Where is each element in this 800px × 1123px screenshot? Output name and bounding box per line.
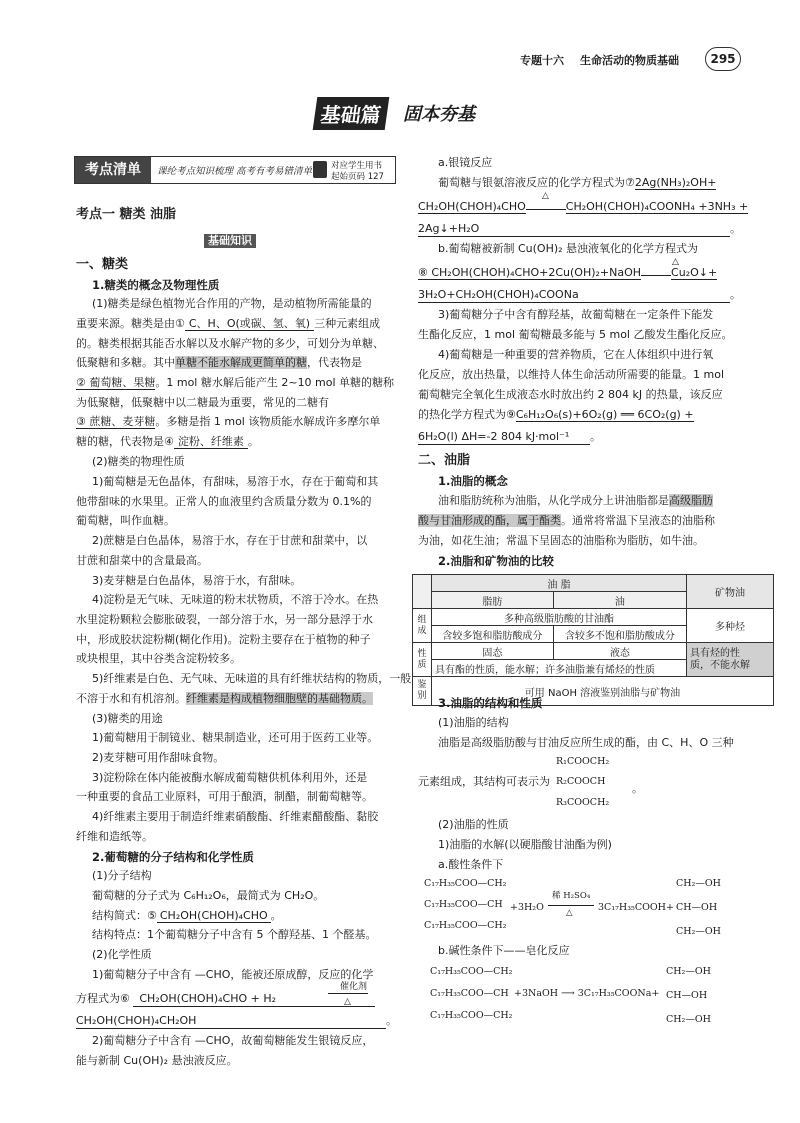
table-text: 具有烃的性 (690, 647, 740, 659)
text: (3)糖类的用途 (92, 712, 163, 725)
text: 葡萄糖的分子式为 C₆H₁₂O₆，最简式为 CH₂O。 (92, 889, 325, 902)
text (76, 317, 380, 331)
table-cell (413, 575, 432, 609)
text: a.银镜反应 (438, 156, 493, 169)
text (418, 514, 715, 528)
text: (1)糖类是绿色植物光合作用的产物，是动植物所需能量的 (92, 297, 372, 310)
answer-fill: CH₂OH(CHOH)₄CHO (418, 200, 526, 213)
text: a.酸性条件下 (438, 858, 504, 871)
text-part: 糖的糖，代表物是④ (76, 435, 174, 448)
answer-fill: Cu₂O↓+ (671, 266, 718, 279)
text: 1)葡萄糖分子中含有 —CHO，能被还原成醇，反应的化学 (92, 968, 374, 981)
table-cell: 鉴别 (413, 677, 432, 706)
text: 4)葡萄糖是一种重要的营养物质，它在人体组织中进行氧 (438, 348, 714, 361)
glycerol-line: CH₂—OH (666, 966, 711, 977)
ester-line: C₁₇H₃₅COO—CH₂ (424, 920, 507, 931)
reaction-heat: △ (542, 191, 549, 201)
text: 5)纤维素是白色、无气味、无味道的具有纤维状结构的物质，一般 (92, 672, 412, 685)
answer-fill: 淀粉、纤维素 (174, 435, 248, 449)
reaction-condition: 稀 H₂SO₄ (552, 891, 591, 901)
highlight: 酸与甘油形成的酯，属于酯类 (418, 514, 561, 527)
text: 3)葡萄糖分子中含有醇羟基，故葡萄糖在一定条件下能发 (438, 308, 714, 321)
text-part: 。 (386, 1014, 397, 1027)
text: 3)麦芽糖是白色晶体，易溶于水，有甜味。 (92, 574, 302, 587)
table-header: 油 (553, 592, 686, 609)
kp-bar (74, 156, 396, 184)
text (76, 415, 380, 429)
text (92, 909, 282, 923)
sub-2-oil: 2.油脂和矿物油的比较 (438, 554, 554, 568)
sub-1: 1.糖类的概念及物理性质 (92, 278, 220, 292)
text-part: 。 (270, 909, 282, 922)
table-cell: 含较多饱和脂肪酸成分 (432, 626, 554, 643)
answer-fill: CH₂OH(CHOH)₄CH₂OH (76, 1014, 386, 1029)
text-part: 油和脂肪统称为油脂，从化学成分上讲油脂都是 (438, 494, 669, 507)
text (76, 1014, 397, 1029)
section-sugar: 一、糖类 (76, 257, 129, 272)
text (76, 992, 375, 1007)
basic-knowledge-tag: 基础知识 (204, 234, 256, 248)
text: 一种重要的食品工业原料，可用于酿酒，制醋，制葡萄糖等。 (76, 790, 373, 803)
table-cell: 性质 (413, 643, 432, 677)
page-header (520, 44, 775, 74)
section-banner (315, 95, 495, 131)
text: 2)麦芽糖可用作甜味食物。 (92, 751, 225, 764)
text: 水里淀粉颗粒会膨胀破裂，一部分溶于水，另一部分悬浮于水 (76, 613, 373, 626)
text: (2)化学性质 (92, 948, 152, 961)
kp-label: 考点清单 (75, 157, 151, 183)
reaction-arrow (328, 993, 368, 994)
text (438, 494, 713, 508)
glycerol-line: CH—OH (666, 990, 708, 1001)
text: 甘蔗和甜菜中的含量最高。 (76, 554, 208, 567)
text: 能与新制 Cu(OH)₂ 悬浊液反应。 (76, 1054, 238, 1067)
text: 2)葡萄糖分子中含有 —CHO，故葡萄糖能发生银镜反应， (92, 1034, 374, 1047)
text: 为低聚糖，低聚糖中以二糖最为重要，常见的二糖有 (76, 396, 329, 409)
text: 葡萄糖，叫作血糖。 (76, 514, 175, 527)
table-cell: 液态 (553, 643, 686, 660)
text: 油脂是高级脂肪酸与甘油反应所生成的酯，由 C、H、O 三种 (438, 736, 734, 749)
table-text: 质，不能水解 (690, 659, 750, 671)
topic-title: 考点一 糖类 油脂 (76, 207, 177, 222)
answer-fill: C、H、O(或碳、氢、氧) (185, 317, 314, 331)
table-header: 油 脂 (432, 575, 687, 592)
text: (2)糖类的物理性质 (92, 455, 185, 468)
table-cell: 多种烃 (687, 609, 774, 643)
text: b.碱性条件下——皂化反应 (438, 944, 570, 957)
reaction-condition: 催化剂 (340, 982, 368, 992)
text-part: 。多糖是指 1 mol 该物质能水解成许多摩尔单 (155, 415, 381, 428)
answer-fill: CH₂OH(CHOH)₄CHO + H₂ (133, 992, 375, 1007)
answer-fill: 2Ag(NH₃)₂OH+ (634, 176, 717, 189)
answer-fill: ⑧ CH₂OH(CHOH)₄CHO+2Cu(OH)₂+NaOH (418, 266, 642, 279)
table-row (413, 575, 774, 592)
glycerol-line: CH₂—OH (676, 926, 721, 937)
sub-3-oil: 3.油脂的结构和性质 (438, 696, 543, 710)
table-cell: 固态 (432, 643, 554, 660)
answer-fill: 2Ag↓+H₂O (418, 222, 730, 237)
text-end: 。 (632, 782, 643, 795)
text: 1)油脂的水解(以硬脂酸甘油酯为例) (438, 838, 612, 851)
text: 结构特点：1个葡萄糖分子中含有 5 个醇羟基、1 个醛基。 (92, 928, 377, 941)
table-cell: 组成 (413, 609, 432, 643)
structure-line: R₃COOCH₂ (556, 797, 610, 808)
reactant-product: +3NaOH ⟶ 3C₁₇H₃₅COONa+ (514, 988, 660, 999)
structure-line: R₁COOCH₂ (556, 756, 610, 767)
kp-ref2: 起始页码 127 (331, 172, 384, 182)
glycerol-line: CH₂—OH (676, 878, 721, 889)
arrow-space (641, 275, 671, 276)
table-cell: 具有酯的性质，能水解；许多油脂兼有烯烃的性质 (432, 660, 687, 677)
highlight: 高级脂肪 (669, 494, 713, 507)
text (76, 376, 394, 390)
table-header: 脂肪 (432, 592, 554, 609)
text (418, 288, 741, 303)
text: 生酯化反应，1 mol 葡萄糖最多能与 5 mol 乙酸发生酯化反应。 (418, 328, 733, 341)
page-number: 295 (705, 47, 741, 71)
glycerol-line: CH—OH (676, 902, 718, 913)
reaction-heat: △ (566, 908, 573, 918)
text: 4)淀粉是无气味、无味道的粉末状物质，不溶于冷水。在热 (92, 593, 379, 606)
reaction-heat: △ (672, 257, 679, 267)
text-part: 。1 mol 糖水解后能产生 2~10 mol 单糖的糖称 (155, 376, 395, 389)
text: 的。糖类根据其能否水解以及水解产物的多少，可划分为单糖、 (76, 337, 384, 350)
kp-ref1: 对应学生用书 (331, 161, 383, 171)
answer-fill: CH₂OH(CHOH)₄COONH₄ +3NH₃ + (565, 200, 749, 213)
text: 葡萄糖完全氧化生成液态水时放出约 2 804 kJ 的热量，该反应 (418, 388, 723, 401)
highlight: 纤维素是构成植物细胞壁的基础物质。 (186, 692, 373, 705)
text-part: 葡萄糖与银氨溶液反应的化学方程式为⑦ (438, 176, 635, 189)
text (418, 200, 748, 214)
answer-fill: ② 葡萄糖、果糖 (76, 376, 156, 389)
answer-fill: CH₂OH(CHOH)₄CHO (157, 909, 271, 923)
structure-line: R₂COOCH (556, 776, 606, 787)
text: 2)蔗糖是白色晶体，易溶于水，存在于甘蔗和甜菜中，以 (92, 534, 368, 547)
text: 他带甜味的水果里。正常人的血液里约含质量分数为 0.1%的 (76, 495, 372, 508)
kp-slogan: 课纶考点知识梳理 高考有考易错清单 (157, 166, 313, 177)
text-part: 结构简式：⑤ (92, 909, 157, 922)
text-part: 三种元素组成 (314, 317, 381, 330)
text: 化反应，放出热量，以维持人体生命活动所需要的能量。1 mol (418, 368, 724, 381)
text (76, 356, 362, 370)
answer-fill: 3H₂O+CH₂OH(CHOH)₄COONa (418, 288, 730, 303)
text: 3)淀粉除在体内能被酶水解成葡萄糖供机体利用外，还是 (92, 771, 368, 784)
reaction-heat: △ (344, 997, 351, 1007)
text: 纤维和造纸等。 (76, 830, 153, 843)
table-cell: 含较多不饱和脂肪酸成分 (553, 626, 686, 643)
text (418, 222, 741, 237)
table-cell: 可用 NaOH 溶液鉴别油脂与矿物油 (432, 677, 774, 706)
chapter-number: 专题十六 (520, 54, 564, 67)
ester-line: C₁₇H₃₅COO—CH₂ (430, 966, 513, 977)
text-part: 低聚糖和多糖。其中 (76, 356, 175, 369)
answer-fill: ③ 蔗糖、麦芽糖 (76, 415, 156, 428)
text (418, 430, 601, 445)
text (418, 408, 694, 422)
text: 为油，如花生油；常温下呈固态的油脂称为脂肪，如牛油。 (418, 534, 704, 547)
text: 4)纤维素主要用于制造纤维素硝酸酯、纤维素醋酸酯、黏胶 (92, 810, 379, 823)
sub-1-oil: 1.油脂的概念 (438, 474, 508, 488)
sub-2: 2.葡萄糖的分子结构和化学性质 (92, 850, 254, 864)
answer-fill: 6H₂O(l) ΔH=-2 804 kJ·mol⁻¹ (418, 430, 590, 445)
section-oil: 二、油脂 (418, 453, 471, 468)
ester-line: C₁₇H₃₅COO—CH (424, 899, 503, 910)
text-part: 。 (730, 288, 741, 301)
answer-fill: C₆H₁₂O₆(s)+6O₂(g) ══ 6CO₂(g) + (515, 408, 694, 421)
table-header: 矿物油 (687, 575, 774, 609)
table-row (413, 643, 774, 660)
text-part: 方程式为⑥ (76, 992, 130, 1005)
text: 1)葡萄糖是无色晶体，有甜味，易溶于水，存在于葡萄和其 (92, 475, 379, 488)
banner-sub: 固本夯基 (403, 104, 475, 125)
text (76, 692, 373, 706)
text-part: 。通常将常温下呈液态的油脂称 (561, 514, 715, 527)
text: (1)油脂的结构 (438, 716, 509, 729)
text: 中，形成胶状淀粉糊(糊化作用)。淀粉主要存在于植物的种子 (76, 633, 371, 646)
reactant: +3H₂O (510, 902, 544, 913)
comparison-table (412, 574, 774, 706)
text (76, 435, 259, 449)
text: 1)葡萄糖用于制镜业、糖果制造业，还可用于医药工业等。 (92, 731, 379, 744)
text-part: 。 (247, 435, 259, 448)
ester-line: C₁₇H₃₅COO—CH₂ (430, 1010, 513, 1021)
text-part: 。 (730, 222, 741, 235)
ester-line: C₁₇H₃₅COO—CH (430, 988, 509, 999)
banner-main: 基础篇 (313, 97, 390, 130)
reaction-arrow (548, 905, 594, 906)
text-part: 重要来源。糖类是由① (76, 317, 185, 330)
glycerol-line: CH₂—OH (666, 1014, 711, 1025)
table-cell (687, 643, 774, 677)
text-part: ，代表物是 (307, 356, 362, 369)
kp-book-icon (313, 161, 327, 178)
text-part: 。 (590, 430, 601, 443)
text-part: 不溶于水和有机溶剂。 (76, 692, 186, 705)
table-cell: 多种高级脂肪酸的甘油酯 (432, 609, 687, 626)
text: b.葡萄糖被新制 Cu(OH)₂ 悬浊液氧化的化学方程式为 (438, 242, 699, 255)
chapter-title: 生命活动的物质基础 (580, 54, 679, 67)
table-row (413, 609, 774, 626)
text: 或块根里，其中谷类含淀粉较多。 (76, 652, 241, 665)
arrow-space (526, 209, 566, 210)
text: (2)油脂的性质 (438, 818, 509, 831)
product: 3C₁₇H₃₅COOH+ (598, 902, 674, 913)
text: 元素组成，其结构可表示为 (418, 775, 550, 788)
text (438, 176, 716, 190)
text: (1)分子结构 (92, 869, 152, 882)
text-part: 的热化学方程式为⑨ (418, 408, 516, 421)
ester-line: C₁₇H₃₅COO—CH₂ (424, 878, 507, 889)
highlight: 单糖不能水解成更简单的糖 (175, 356, 307, 369)
